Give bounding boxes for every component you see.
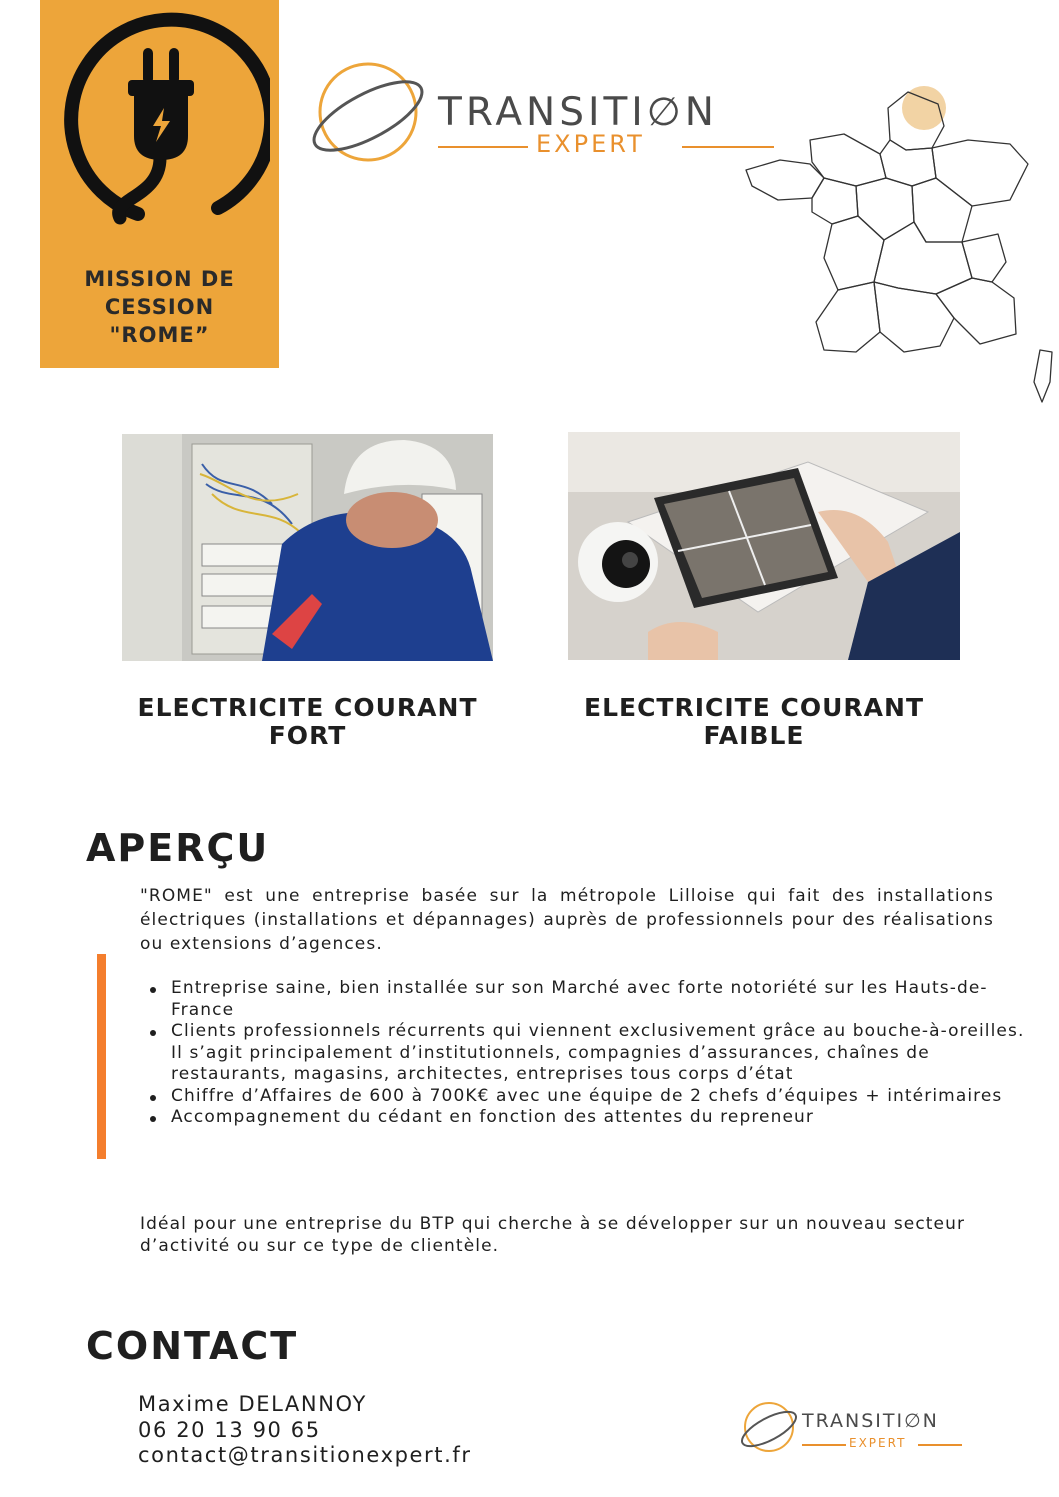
footer-brand-name: TRANSITI∅N [802,1410,939,1432]
footer-brand-rule-left [802,1444,846,1446]
footer-brand-rule-right [918,1444,962,1446]
orbit-logo-icon [310,58,430,168]
france-map-icon [740,82,1058,408]
apercu-heading: APERÇU [86,826,270,870]
contact-phone[interactable]: 06 20 13 90 65 [138,1418,321,1442]
contact-heading: CONTACT [86,1324,299,1368]
security-camera-tablet-photo [568,432,960,660]
mission-title: MISSION DE CESSION "ROME” [84,267,235,347]
list-item: Accompagnement du cédant en fonction des attentes du repreneur [171,1107,1031,1129]
brand-tagline: EXPERT [536,130,645,158]
contact-email[interactable]: contact@transitionexpert.fr [138,1443,472,1467]
brand-name: TRANSITI∅N [438,90,718,135]
apercu-intro: "ROME" est une entreprise basée sur la métropole Lilloise qui fait des installations électriques (installations et dépannages) auprès de professionnels pour des réalisations ou extensions d’agences. [140,886,994,954]
apercu-closing: Idéal pour une entreprise du BTP qui cherche à se développer sur un nouveau secteur d’activité ou sur ce type de clientèle. [140,1214,966,1256]
service-title-courant-fort: ELECTRICITE COURANT FORT [137,693,478,750]
contact-name: Maxime DELANNOY [138,1392,367,1416]
orbit-logo-icon [740,1400,800,1456]
list-item: Chiffre d’Affaires de 600 à 700K€ avec une équipe de 2 chefs d’équipes + intérimaires [171,1086,1031,1108]
accent-bar [97,954,106,1159]
list-item: Entreprise saine, bien installée sur son Marché avec forte notoriété sur les Hauts-de-France [171,978,1031,1021]
power-plug-icon [50,8,270,228]
brand-rule-left [438,146,528,148]
mission-box [40,0,279,368]
apercu-bullet-list [140,978,1031,1129]
list-item: Clients professionnels récurrents qui viennent exclusivement grâce au bouche-à-oreilles. Il s’agit principalement d’institutionnels, compagnies d’assurances, chaînes de restaurants, magasins, architectes, entreprises tous corps d’état [171,1021,1031,1086]
brand-logo [310,58,780,168]
electrician-panel-photo [122,434,493,661]
footer-brand-tagline: EXPERT [849,1436,907,1450]
service-title-courant-faible: ELECTRICITE COURANT FAIBLE [584,693,924,750]
footer-brand-logo [740,1400,970,1460]
